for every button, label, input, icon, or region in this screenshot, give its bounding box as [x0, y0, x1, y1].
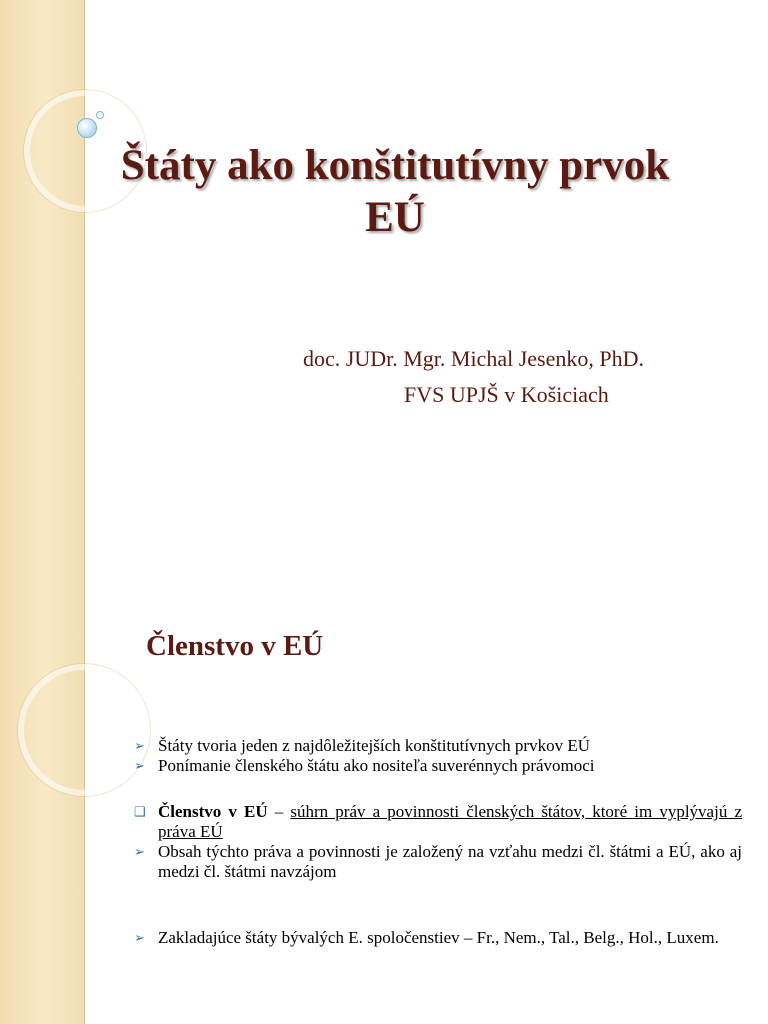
square-bullet-icon: ❑ — [134, 804, 146, 819]
bullet-text: Obsah týchto práva a povinnosti je založený na vzťahu medzi čl. štátmi a EÚ, ako aj medzi čl. štátmi navzájom — [158, 842, 742, 881]
bullet-list — [134, 736, 742, 948]
decorative-band — [0, 576, 84, 1024]
bullet-bold-term: Členstvo v EÚ — [158, 802, 268, 821]
author-name: doc. JUDr. Mgr. Michal Jesenko, PhD. — [303, 346, 644, 371]
arrow-bullet-icon: ➢ — [134, 758, 145, 773]
arrow-bullet-icon: ➢ — [134, 844, 145, 859]
bullet-dash: – — [267, 802, 291, 821]
list-item — [134, 756, 742, 776]
small-bubble-icon — [96, 111, 104, 119]
list-item — [134, 928, 742, 948]
bubble-icon — [77, 118, 97, 138]
band-edge — [84, 0, 85, 576]
list-item — [134, 802, 742, 842]
bullet-text: Ponímanie členského štátu ako nositeľa suverénnych právomoci — [158, 756, 595, 775]
slide-heading: Členstvo v EÚ — [146, 630, 324, 662]
band-edge — [84, 576, 85, 1024]
bullet-underlined-text: súhrn práv a povinnosti členských štátov, ktoré im vyplývajú z práva EÚ — [158, 802, 742, 841]
list-item — [134, 842, 742, 882]
list-item — [134, 736, 742, 756]
arrow-bullet-icon: ➢ — [134, 930, 145, 945]
title-line-2: EÚ — [365, 194, 425, 241]
slide-content — [0, 576, 768, 1024]
title-line-1: Štáty ako konštitutívny prvok — [120, 142, 670, 189]
decorative-ring — [18, 664, 150, 796]
arrow-bullet-icon: ➢ — [134, 738, 145, 753]
institution-name: FVS UPJŠ v Košiciach — [404, 382, 609, 407]
bullet-text: Zakladajúce štáty bývalých E. spoločenstiev – Fr., Nem., Tal., Belg., Hol., Luxem. — [158, 928, 719, 947]
slide-title-text — [60, 140, 730, 244]
bullet-text: Štáty tvoria jeden z najdôležitejších konštitutívnych prvkov EÚ — [158, 736, 590, 755]
decorative-band — [0, 0, 84, 576]
